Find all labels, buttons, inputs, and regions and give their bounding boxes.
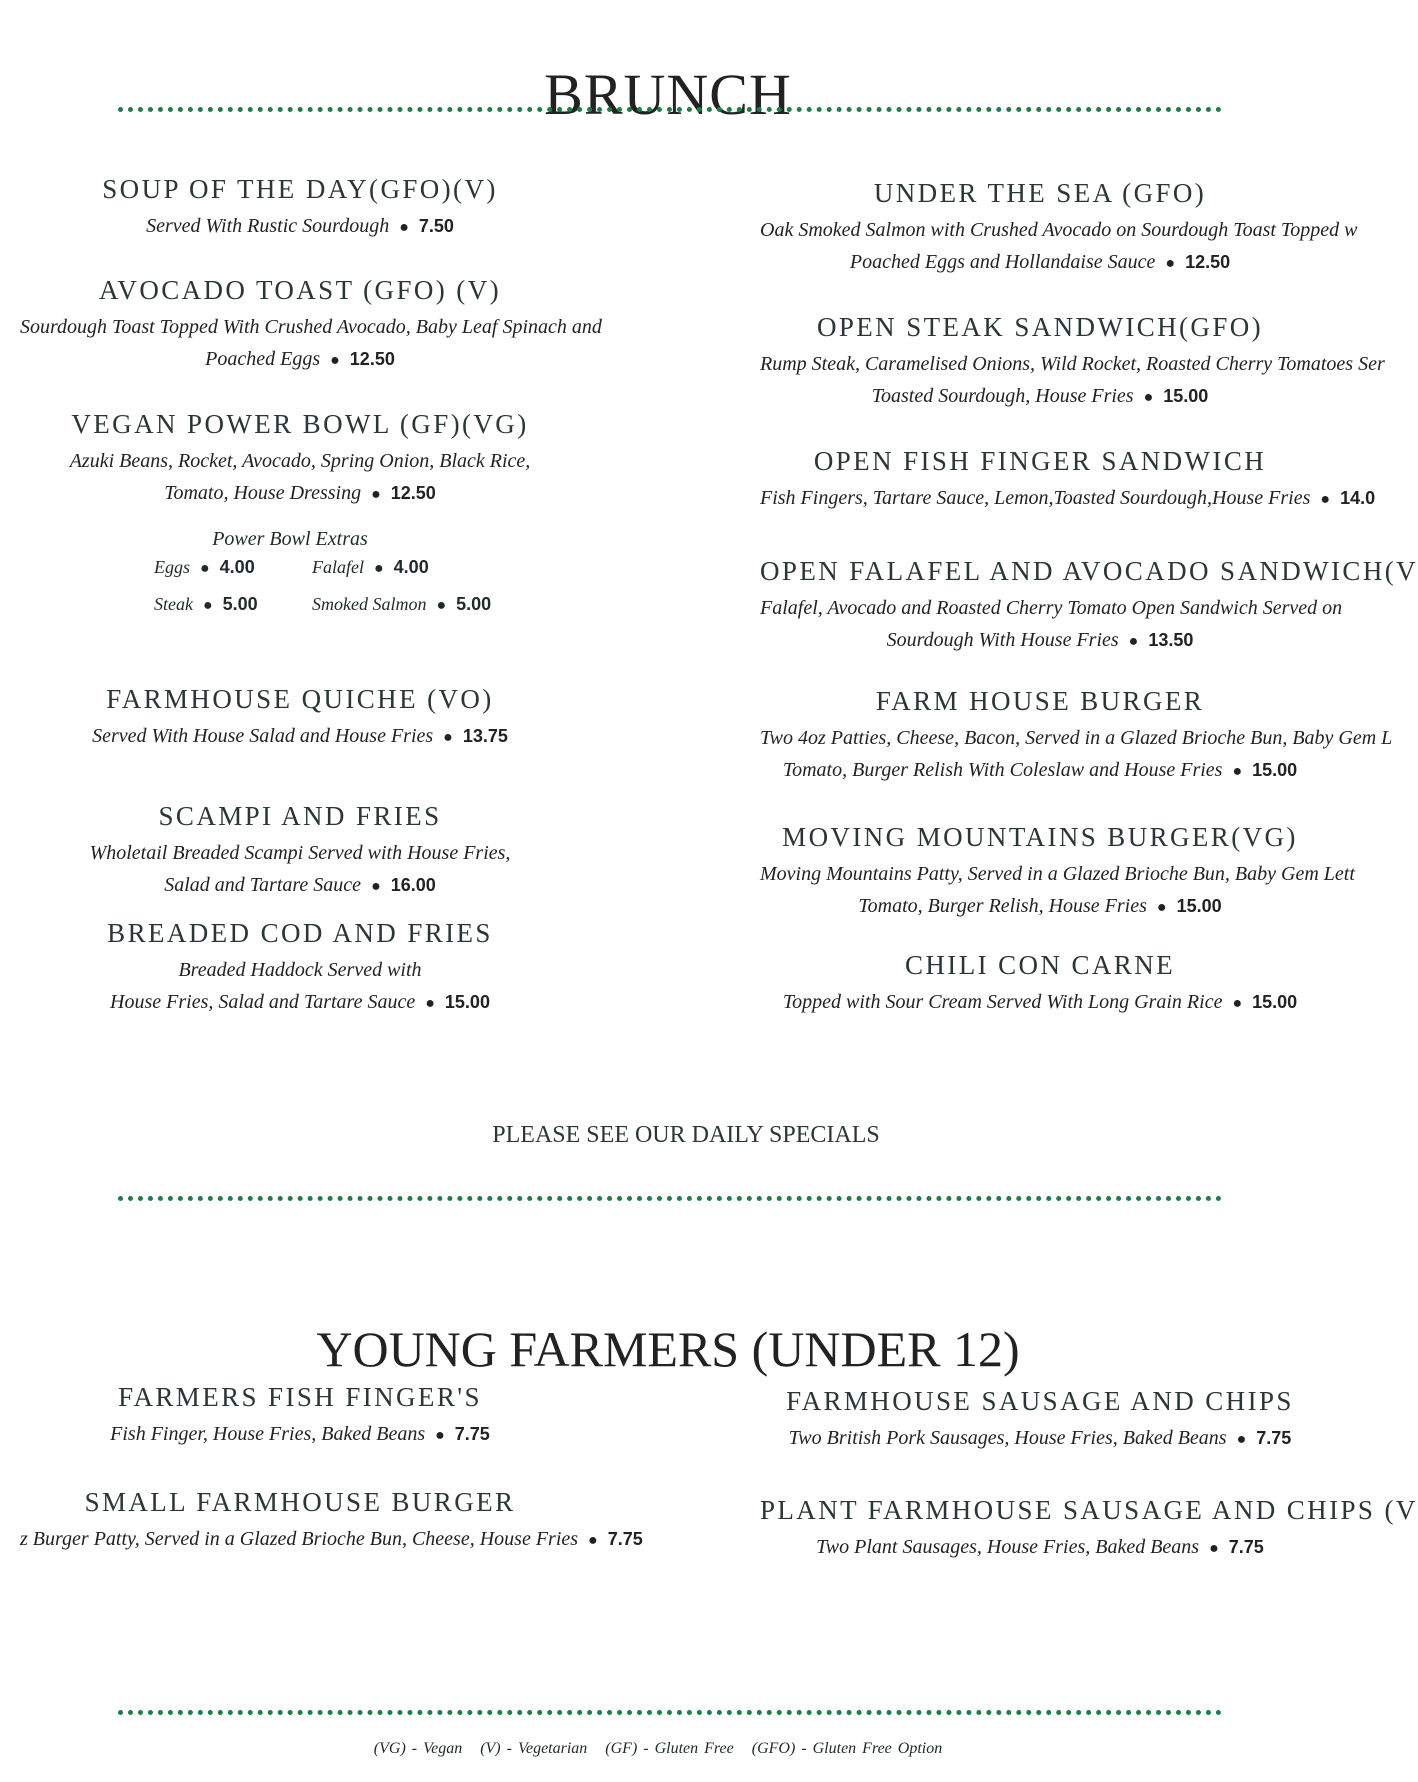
item-name: BREADED COD AND FRIES bbox=[107, 918, 493, 948]
description-line: House Fries, Salad and Tartare Sauce bbox=[110, 991, 416, 1013]
menu-item bbox=[760, 556, 1418, 658]
item-description bbox=[760, 858, 1355, 924]
item-description bbox=[20, 1418, 580, 1452]
item-description bbox=[760, 722, 1393, 788]
daily-specials-notice: PLEASE SEE OUR DAILY SPECIALS bbox=[492, 1122, 880, 1148]
menu-item bbox=[760, 312, 1385, 414]
item-name: OPEN FALAFEL AND AVOCADO SANDWICH(V bbox=[760, 556, 1418, 586]
item-price: 7.75 bbox=[454, 1424, 490, 1444]
description-line: Sourdough Toast Topped With Crushed Avocado, Baby Leaf Spinach and bbox=[20, 316, 602, 338]
item-price: 12.50 bbox=[390, 483, 436, 503]
description-line: Poached Eggs and Hollandaise Sauce bbox=[849, 251, 1156, 273]
description-line: Rump Steak, Caramelised Onions, Wild Rocket, Roasted Cherry Tomatoes Ser bbox=[760, 353, 1385, 375]
description-line: Served With House Salad and House Fries bbox=[92, 725, 434, 747]
description-line: z Burger Patty, Served in a Glazed Brioche Bun, Cheese, House Fries bbox=[20, 1528, 579, 1550]
item-name: FARM HOUSE BURGER bbox=[875, 686, 1205, 716]
extra-item: Smoked Salmon ● 5.00 bbox=[312, 594, 492, 614]
item-name: SCAMPI AND FRIES bbox=[158, 801, 442, 831]
description-line: Falafel, Avocado and Roasted Cherry Tomato Open Sandwich Served on bbox=[760, 597, 1343, 619]
item-description bbox=[20, 445, 580, 511]
bullet-icon: ● bbox=[443, 729, 453, 746]
item-name: FARMHOUSE QUICHE (VO) bbox=[106, 684, 494, 714]
menu-item bbox=[760, 950, 1320, 1020]
item-description bbox=[20, 954, 580, 1020]
bullet-icon: ● bbox=[1232, 995, 1243, 1012]
description-line: Tomato, Burger Relish With Coleslaw and House Fries bbox=[782, 759, 1223, 781]
description-line: Salad and Tartare Sauce bbox=[164, 874, 362, 896]
item-price: 15.00 bbox=[444, 992, 490, 1012]
description-line: Fish Fingers, Tartare Sauce, Lemon,Toasted Sourdough,House Fries bbox=[760, 487, 1311, 509]
item-price: 16.00 bbox=[390, 875, 436, 895]
description-line: Two 4oz Patties, Cheese, Bacon, Served in a Glazed Brioche Bun, Baby Gem L bbox=[760, 727, 1393, 749]
description-line: Oak Smoked Salmon with Crushed Avocado on Sourdough Toast Topped w bbox=[760, 219, 1358, 241]
item-description bbox=[760, 1531, 1320, 1565]
item-description bbox=[760, 482, 1376, 516]
brunch-title: BRUNCH bbox=[544, 61, 792, 127]
description-line: Topped with Sour Cream Served With Long Grain Rice bbox=[782, 991, 1223, 1013]
item-price: 12.50 bbox=[349, 349, 395, 369]
item-price: 7.50 bbox=[418, 216, 454, 236]
bullet-icon: ● bbox=[425, 995, 435, 1012]
bullet-icon: ● bbox=[1236, 1431, 1247, 1448]
item-name: OPEN FISH FINGER SANDWICH bbox=[813, 446, 1267, 476]
item-price: 15.00 bbox=[1163, 386, 1209, 406]
item-description bbox=[760, 348, 1385, 414]
item-description bbox=[760, 214, 1358, 280]
item-name: SOUP OF THE DAY(GFO)(V) bbox=[102, 174, 498, 204]
key-gluten-free: (GF) - Gluten Free bbox=[605, 1740, 734, 1757]
item-description bbox=[760, 1422, 1320, 1456]
bullet-icon: ● bbox=[371, 486, 381, 503]
bullet-icon: ● bbox=[1128, 633, 1139, 650]
key-gluten-free-option: (GFO) - Gluten Free Option bbox=[751, 1740, 943, 1757]
young-farmers-title: YOUNG FARMERS (UNDER 12) bbox=[316, 1320, 1020, 1377]
menu-item bbox=[760, 178, 1358, 280]
item-price: 13.50 bbox=[1148, 630, 1194, 650]
item-price: 15.00 bbox=[1252, 992, 1298, 1012]
menu-item bbox=[20, 275, 602, 377]
item-price: 12.50 bbox=[1185, 252, 1231, 272]
description-line: Tomato, Burger Relish, House Fries bbox=[858, 895, 1147, 917]
dotted-divider bbox=[118, 107, 1222, 112]
item-description bbox=[20, 1523, 643, 1557]
description-line: Sourdough With House Fries bbox=[886, 629, 1119, 651]
menu-item bbox=[760, 686, 1393, 788]
menu-item bbox=[20, 1487, 643, 1557]
bullet-icon: ● bbox=[371, 878, 381, 895]
item-description bbox=[20, 210, 580, 244]
item-price: 14.0 bbox=[1340, 488, 1376, 508]
bullet-icon: ● bbox=[330, 352, 340, 369]
item-price: 15.00 bbox=[1252, 760, 1298, 780]
bullet-icon: ● bbox=[588, 1532, 598, 1549]
extra-item: Falafel ● 4.00 bbox=[312, 557, 429, 577]
menu-item bbox=[20, 918, 580, 1020]
item-description bbox=[20, 311, 602, 377]
bullet-icon: ● bbox=[1209, 1540, 1219, 1557]
menu-item bbox=[20, 801, 580, 903]
item-price: 13.75 bbox=[462, 726, 508, 746]
description-line: Two Plant Sausages, House Fries, Baked Beans bbox=[816, 1536, 1200, 1558]
item-price: 15.00 bbox=[1176, 896, 1222, 916]
power-bowl-extras bbox=[150, 528, 510, 625]
description-line: Poached Eggs bbox=[205, 348, 321, 370]
description-line: Wholetail Breaded Scampi Served with House Fries, bbox=[89, 842, 511, 864]
description-line: Tomato, House Dressing bbox=[164, 482, 362, 504]
item-name: SMALL FARMHOUSE BURGER bbox=[84, 1487, 516, 1517]
item-name: CHILI CON CARNE bbox=[905, 950, 1175, 980]
dietary-key bbox=[0, 1740, 1316, 1758]
bullet-icon: ● bbox=[1232, 763, 1243, 780]
description-line: Moving Mountains Patty, Served in a Glazed Brioche Bun, Baby Gem Lett bbox=[760, 863, 1355, 885]
item-description bbox=[20, 720, 580, 754]
item-name: FARMERS FISH FINGER'S bbox=[118, 1382, 482, 1412]
item-name: OPEN STEAK SANDWICH(GFO) bbox=[816, 312, 1264, 342]
menu-item bbox=[20, 684, 580, 754]
menu-item bbox=[20, 1382, 580, 1452]
description-line: Two British Pork Sausages, House Fries, Baked Beans bbox=[788, 1427, 1227, 1449]
menu-item bbox=[20, 174, 580, 244]
extras-heading: Power Bowl Extras bbox=[212, 528, 368, 550]
description-line: Fish Finger, House Fries, Baked Beans bbox=[110, 1423, 426, 1445]
item-price: 7.75 bbox=[1256, 1428, 1292, 1448]
item-name: UNDER THE SEA (GFO) bbox=[873, 178, 1207, 208]
bullet-icon: ● bbox=[1165, 255, 1176, 272]
extra-item: Eggs ● 4.00 bbox=[154, 557, 255, 577]
menu-item bbox=[760, 1386, 1320, 1456]
bullet-icon: ● bbox=[435, 1427, 445, 1444]
item-name: MOVING MOUNTAINS BURGER(VG) bbox=[782, 822, 1298, 852]
bullet-icon: ● bbox=[1156, 899, 1167, 916]
item-name: AVOCADO TOAST (GFO) (V) bbox=[99, 275, 501, 305]
bullet-icon: ● bbox=[1320, 491, 1331, 508]
menu-item bbox=[760, 1495, 1418, 1565]
key-vegan: (VG) - Vegan bbox=[373, 1740, 463, 1757]
item-description bbox=[760, 592, 1343, 658]
description-line: Toasted Sourdough, House Fries bbox=[871, 385, 1134, 407]
description-line: Breaded Haddock Served with bbox=[178, 959, 422, 981]
item-price: 7.75 bbox=[607, 1529, 643, 1549]
description-line: Served With Rustic Sourdough bbox=[146, 215, 390, 237]
item-description bbox=[20, 837, 580, 903]
item-name: PLANT FARMHOUSE SAUSAGE AND CHIPS (V bbox=[760, 1495, 1418, 1525]
menu-item bbox=[760, 822, 1355, 924]
menu-item bbox=[20, 409, 580, 511]
bullet-icon: ● bbox=[399, 219, 409, 236]
description-line: Azuki Beans, Rocket, Avocado, Spring Onion, Black Rice, bbox=[69, 450, 531, 472]
item-name: VEGAN POWER BOWL (GF)(VG) bbox=[71, 409, 529, 439]
item-name: FARMHOUSE SAUSAGE AND CHIPS bbox=[786, 1386, 1294, 1416]
bullet-icon: ● bbox=[1143, 389, 1154, 406]
extra-item: Steak ● 5.00 bbox=[154, 594, 258, 614]
item-price: 7.75 bbox=[1228, 1537, 1264, 1557]
dotted-divider bbox=[118, 1710, 1222, 1715]
menu-item bbox=[760, 446, 1376, 516]
key-vegetarian: (V) - Vegetarian bbox=[480, 1740, 588, 1757]
dotted-divider bbox=[118, 1196, 1222, 1201]
item-description bbox=[760, 986, 1320, 1020]
